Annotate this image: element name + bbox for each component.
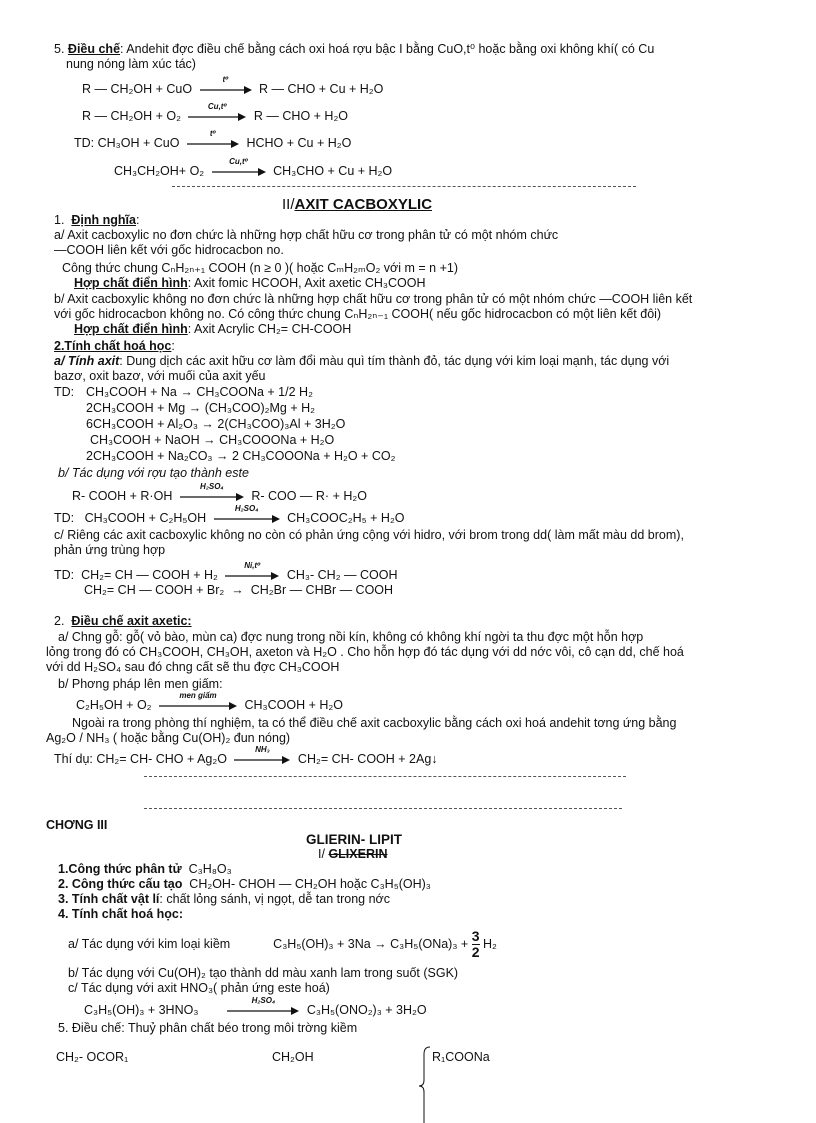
arrow-icon: →: [201, 417, 214, 431]
subheading: b/ Phơng pháp lên men giấm:: [58, 677, 223, 691]
products: C₃H₅(ONO₂)₃ + 3H₂O: [306, 1003, 427, 1017]
heading: 1.Công thức phân tử: [58, 862, 182, 876]
paragraph-text: với gốc hidrocacbon không no. Có công thức chung CₙH₂ₙ₋₁ COOH( nếu gốc hidrocacbon có một liên kết đôi): [54, 307, 662, 321]
chapter-title: GLIERIN- LIPIT: [306, 832, 402, 847]
subsection-title: [318, 847, 387, 862]
reaction-line: [90, 433, 334, 448]
section-number: 5.: [54, 42, 65, 56]
products: CH₃CHO + Cu + H₂O: [273, 164, 393, 178]
heading: a/ Tính axit: [54, 354, 120, 368]
reactants: R- COOH + R·OH: [72, 489, 173, 503]
reactants: Thí dụ: CH₂= CH- CHO + Ag₂O: [54, 752, 227, 766]
arrow-icon: →: [227, 583, 248, 597]
value: C₃H₈O₃: [188, 862, 232, 876]
roman-numeral: II: [282, 196, 291, 213]
paragraph-text: [54, 354, 669, 369]
reaction-line: [68, 929, 497, 960]
product: H₂: [482, 937, 497, 951]
typical-compound-b: [74, 322, 351, 337]
reaction-line: [84, 995, 427, 1018]
heading: Điều chế axit axetic:: [71, 614, 192, 628]
brace-icon: [418, 1046, 432, 1123]
reaction-line: [76, 690, 343, 713]
reaction-line: [74, 128, 352, 151]
paragraph-text: a/ Chng gỗ: gỗ( vỏ bào, mùn ca) đợc nung trong nồi kín, không có không khí ngời ta thu đợc một hỗn hợp: [58, 630, 644, 644]
products: HCHO + Cu + H₂O: [246, 136, 352, 150]
products: CH₃- CH₂ — COOH: [286, 568, 398, 582]
chapter-label: CHƠNG III: [46, 818, 108, 832]
arrow-icon: →: [216, 449, 229, 463]
paragraph-text: c/ Riêng các axit cacboxylic không no còn có phản ứng cộng với hidro, với brom trong dd( làm mất màu dd brom),: [54, 528, 684, 542]
denominator: 2: [471, 944, 480, 961]
reaction-arrow: Cu,t⁰: [212, 168, 266, 176]
paragraph-text: b/ Axit cacboxylic không no đơn chức là những hợp chất hữu cơ trong phân tử có một nhóm chức —COOH liên kết: [54, 292, 693, 306]
reaction-line: [72, 481, 367, 504]
products: R — CHO + Cu + H₂O: [259, 82, 384, 96]
title-text: GLIXERIN: [328, 847, 388, 861]
reaction-arrow: men giấm: [159, 702, 237, 710]
label: a/ Tác dụng với kim loại kiềm: [68, 937, 231, 951]
reactants: 2CH₃COOH + Na₂CO₃: [86, 449, 213, 463]
reaction-line: [86, 401, 315, 416]
paragraph-text: : Andehit đợc điều chế bằng cách oxi hoá rợu bậc I bằng CuO,t⁰ hoặc bằng oxi không khí( có Cu: [120, 42, 655, 56]
products: CH₃COOC₂H₅ + H₂O: [287, 511, 405, 525]
paragraph-text: Ag₂O / NH₃ ( hoặc bằng Cu(OH)₂ đun nóng): [46, 731, 291, 745]
reaction-line: [54, 503, 405, 526]
reaction-arrow: NH₃: [234, 756, 290, 764]
reaction-arrow: t⁰: [187, 140, 239, 148]
arrow-icon: →: [203, 433, 216, 447]
example-label: TD:: [54, 385, 75, 399]
chem-prop-heading: 2.Tính chất hoá học:: [54, 339, 175, 353]
formula-line: [58, 877, 431, 892]
reaction-line: [86, 417, 345, 432]
reactants: CH₃CH₂OH+ O₂: [114, 164, 205, 178]
reaction-line: [86, 385, 313, 400]
arrow-icon: →: [188, 401, 202, 415]
products: R- COO — R· + H₂O: [251, 489, 367, 503]
typical-compound-a: [74, 276, 426, 291]
reaction-arrow: t⁰: [200, 86, 252, 94]
prep-acetic-heading: [54, 614, 192, 629]
products: CH₂= CH- COOH + 2Ag↓: [297, 752, 438, 766]
heading: Định nghĩa: [71, 213, 136, 227]
paragraph-text: c/ Tác dụng với axit HNO₃( phản ứng este hoá): [68, 981, 330, 995]
products: CH₃COOONa + H₂O: [219, 433, 335, 447]
example-label: TD:: [74, 136, 95, 150]
number: 2.: [54, 614, 65, 628]
heading: 4. Tính chất hoá học:: [58, 907, 184, 921]
reaction-arrow: Ni,t⁰: [225, 572, 279, 580]
prep-aldehyde-line: [54, 42, 654, 57]
reaction-line: TD: CH₂= CH — COOH + H₂ Ni,t⁰ CH₃- CH₂ — COOH: [54, 560, 398, 582]
section-heading: Điều chế: [67, 42, 121, 56]
divider: [144, 776, 626, 777]
property-line: [58, 892, 390, 907]
reactants: 6CH₃COOH + Al₂O₃: [86, 417, 198, 431]
heading: Hợp chất điển hình: [74, 276, 188, 290]
formula: CH₂- OCOR₁: [56, 1050, 129, 1064]
paragraph-text: —COOH liên kết với gốc hidrocacbon no.: [54, 243, 284, 257]
general-formula: Công thức chung CₙH₂ₙ₊₁ COOH (n ≥ 0 )( hoặc CₘH₂ₘO₂ với m = n +1): [62, 261, 458, 275]
roman-numeral: I/: [318, 847, 325, 861]
number: 1.: [54, 213, 65, 227]
reactants: CH₃COOH + NaOH: [90, 433, 200, 447]
reaction-line: [84, 583, 393, 598]
reactants: C₃H₅(OH)₃ + 3HNO₃: [84, 1003, 199, 1017]
reaction-arrow: Cu,t⁰: [188, 113, 246, 121]
paragraph-text: với dd H₂SO₄ sau đó chng cất sẽ thu đợc CH₃COOH: [46, 660, 340, 674]
divider: [172, 186, 636, 187]
formula: R₁COONa: [432, 1050, 490, 1064]
formula-line: [58, 862, 232, 877]
reactants: CH₂= CH — COOH + Br₂: [84, 583, 225, 597]
reaction-line: [82, 74, 384, 97]
reactants: R — CH₂OH + CuO: [82, 82, 193, 96]
products: R — CHO + H₂O: [253, 109, 349, 123]
paragraph-text: Ngoài ra trong phòng thí nghiệm, ta có thể điều chế axit cacboxylic bằng cách oxi hoá andehit tơng ứng bằng: [72, 716, 677, 730]
text: : Axit fomic HCOOH, Axit axetic CH₃COOH: [187, 276, 426, 290]
heading: 2.Tính chất hoá học: [54, 339, 172, 353]
value: CH₂OH- CHOH — CH₂OH hoặc C₃H₅(OH)₃: [189, 877, 431, 891]
reactants: CH₃COOH + Na: [86, 385, 177, 399]
paragraph-text: nung nóng làm xúc tác): [66, 57, 196, 71]
paragraph-text: bazơ, oxit bazơ, với muối của axit yếu: [54, 369, 266, 383]
reaction-line: [54, 744, 438, 767]
section-title: II/AXIT CACBOXYLIC: [282, 196, 433, 213]
heading: 2. Công thức cấu tạo: [58, 877, 183, 891]
title-text: AXIT CACBOXYLIC: [294, 196, 433, 213]
formula: CH₂OH: [272, 1050, 314, 1064]
paragraph-text: b/ Tác dụng với Cu(OH)₂ tạo thành dd màu xanh lam trong suốt (SGK): [68, 966, 459, 980]
reaction-line: [86, 449, 395, 464]
reaction-arrow: H₂SO₄: [214, 515, 280, 523]
paragraph-text: a/ Axit cacboxylic no đơn chức là những hợp chất hữu cơ trong phân tử có một nhóm chức: [54, 228, 559, 242]
reactants: CH₃COOH + C₂H₅OH: [84, 511, 207, 525]
products: (CH₃COO)₂Mg + H₂: [204, 401, 315, 415]
example-label: TD:: [54, 511, 75, 525]
numerator: 3: [471, 928, 480, 945]
reactants: R — CH₂OH + O₂: [82, 109, 181, 123]
fraction: [472, 929, 480, 960]
reactants: CH₃OH + CuO: [97, 136, 180, 150]
arrow-icon: →: [180, 385, 193, 399]
reactants-products: C₃H₅(OH)₃ + 3Na → C₃H₅(ONa)₃ +: [273, 937, 469, 951]
paragraph-text: 5. Điều chế: Thuỷ phân chất béo trong môi trờng kiềm: [58, 1021, 358, 1035]
definition-heading: 1. Định nghĩa:: [54, 213, 140, 227]
text: : Axit Acrylic CH₂= CH-COOH: [187, 322, 352, 336]
reactants: 2CH₃COOH + Mg: [86, 401, 186, 415]
reactants: C₂H₅OH + O₂: [76, 698, 152, 712]
paragraph-text: lỏng trong đó có CH₃COOH, CH₃OH, axeton và H₂O . Cho hỗn hợp đó tác dụng với dd nớc vôi, cô cạn dd, chế hoá: [46, 645, 684, 659]
heading: Hợp chất điển hình: [74, 322, 188, 336]
reaction-arrow: H₂SO₄: [180, 493, 244, 501]
text: : Dung dịch các axit hữu cơ làm đổi màu quì tím thành đỏ, tác dụng với kim loại mạnh, tác dụng với: [119, 354, 670, 368]
divider: [144, 808, 622, 809]
products: CH₂Br — CHBr — COOH: [250, 583, 394, 597]
reaction-arrow: H₂SO₄: [227, 1007, 299, 1015]
products: 2 CH₃COOONa + H₂O + CO₂: [231, 449, 396, 463]
subheading: b/ Tác dụng với rợu tạo thành este: [58, 466, 249, 480]
heading: 3. Tính chất vật lí: [58, 892, 160, 906]
reaction-line: [82, 101, 349, 124]
reactants: CH₂= CH — COOH + H₂: [81, 568, 218, 582]
value: : chất lỏng sánh, vị ngọt, dễ tan trong nớc: [159, 892, 390, 906]
products: CH₃COOH + H₂O: [244, 698, 343, 712]
paragraph-text: phản ứng trùng hợp: [54, 543, 166, 557]
products: CH₃COONa + 1/2 H₂: [196, 385, 313, 399]
reaction-line: [114, 156, 393, 179]
products: 2(CH₃COO)₃Al + 3H₂O: [217, 417, 346, 431]
